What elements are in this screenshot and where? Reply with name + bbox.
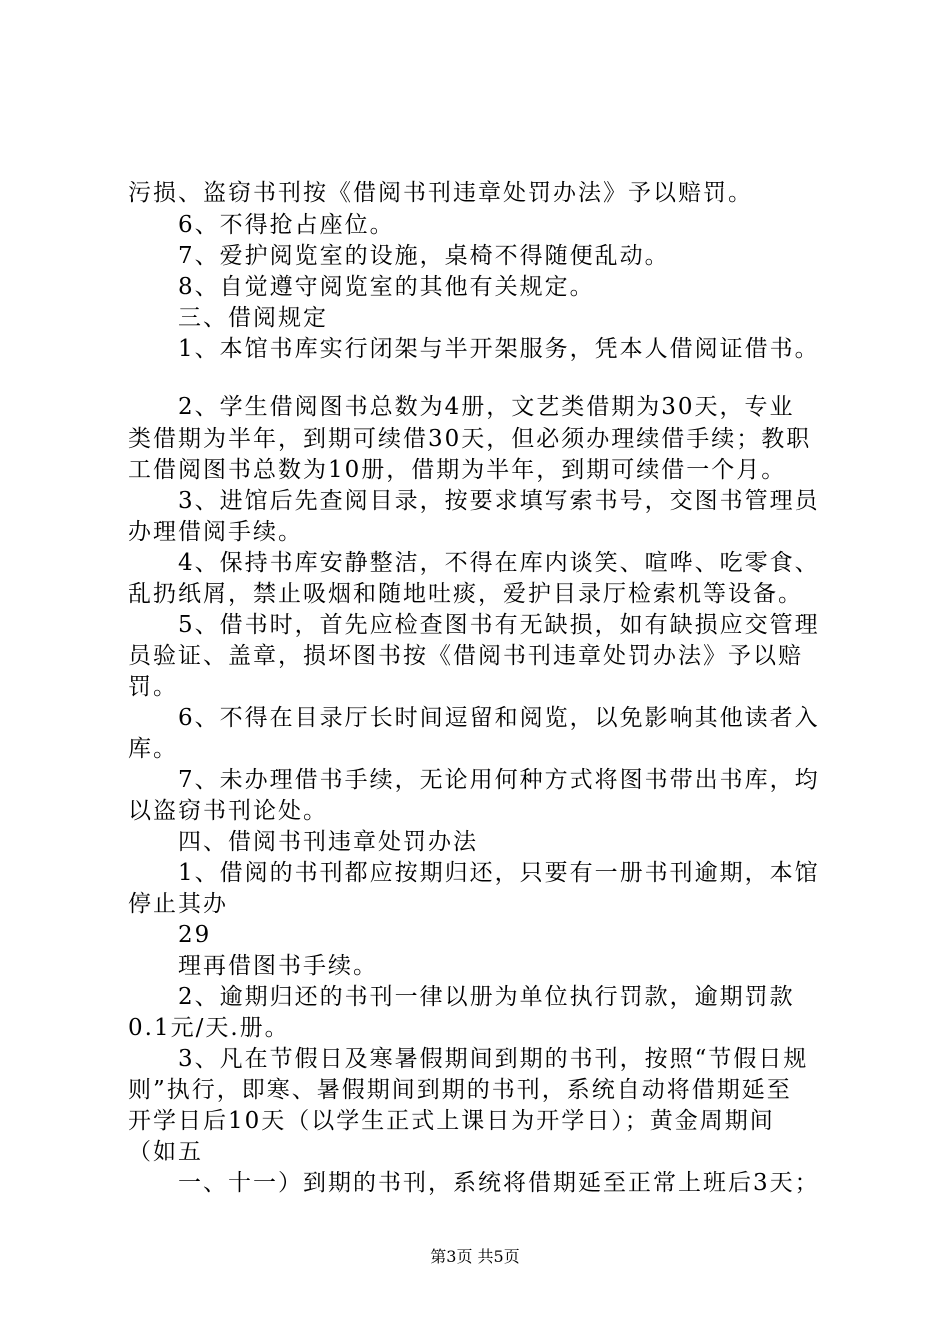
- text-line: 污损、盗窃书刊按《借阅书刊违章处罚办法》予以赔罚。: [128, 180, 753, 206]
- text-line: 理再借图书手续。: [178, 953, 378, 979]
- text-line: 4、保持书库安静整洁，不得在库内谈笑、喧哗、吃零食、: [178, 550, 820, 576]
- text-line: 库。: [128, 736, 178, 762]
- text-line: 则”执行，即寒、暑假期间到期的书刊，系统自动将借期延至: [128, 1077, 792, 1103]
- text-line: 7、爱护阅览室的设施，桌椅不得随便乱动。: [178, 243, 670, 269]
- text-line: 0.1元/天.册。: [128, 1015, 290, 1041]
- text-line: 乱扔纸屑，禁止吸烟和随地吐痰，爱护目录厅检索机等设备。: [128, 581, 803, 607]
- text-line: 1、借阅的书刊都应按期归还，只要有一册书刊逾期，本馆: [178, 860, 820, 886]
- text-line: 一、十一）到期的书刊，系统将借期延至正常上班后3天；: [178, 1170, 820, 1196]
- section-heading: 三、借阅规定: [178, 305, 328, 331]
- text-line: 1、本馆书库实行闭架与半开架服务，凭本人借阅证借书。: [178, 336, 820, 362]
- text-line: 7、未办理借书手续，无论用何种方式将图书带出书库，均: [178, 767, 820, 793]
- text-line: 类借期为半年，到期可续借30天，但必须办理续借手续；教职: [128, 426, 812, 452]
- page-number-inline: 29: [178, 922, 212, 948]
- text-line: 以盗窃书刊论处。: [128, 798, 328, 824]
- text-line: 停止其办: [128, 891, 228, 917]
- text-line: 办理借阅手续。: [128, 519, 303, 545]
- text-line: 员验证、盖章，损坏图书按《借阅书刊违章处罚办法》予以赔: [128, 643, 803, 669]
- text-line: 3、凡在节假日及寒暑假期间到期的书刊，按照“节假日规: [178, 1046, 809, 1072]
- text-line: （如五: [128, 1139, 203, 1165]
- text-line: 开学日后10天（以学生正式上课日为开学日）；黄金周期间: [128, 1108, 775, 1134]
- section-heading: 四、借阅书刊违章处罚办法: [178, 829, 478, 855]
- text-line: 6、不得抢占座位。: [178, 212, 395, 238]
- text-line: 罚。: [128, 674, 178, 700]
- text-line: 6、不得在目录厅长时间逗留和阅览，以免影响其他读者入: [178, 705, 820, 731]
- text-line: 2、逾期归还的书刊一律以册为单位执行罚款，逾期罚款: [178, 984, 795, 1010]
- text-line: 工借阅图书总数为10册，借期为半年，到期可续借一个月。: [128, 457, 787, 483]
- text-line: 8、自觉遵守阅览室的其他有关规定。: [178, 274, 595, 300]
- text-line: 5、借书时，首先应检查图书有无缺损，如有缺损应交管理: [178, 612, 820, 638]
- page-footer: 第3页 共5页: [430, 1247, 520, 1266]
- text-line: 3、进馆后先查阅目录，按要求填写索书号，交图书管理员: [178, 488, 820, 514]
- text-line: 2、学生借阅图书总数为4册，文艺类借期为30天，专业: [178, 394, 795, 420]
